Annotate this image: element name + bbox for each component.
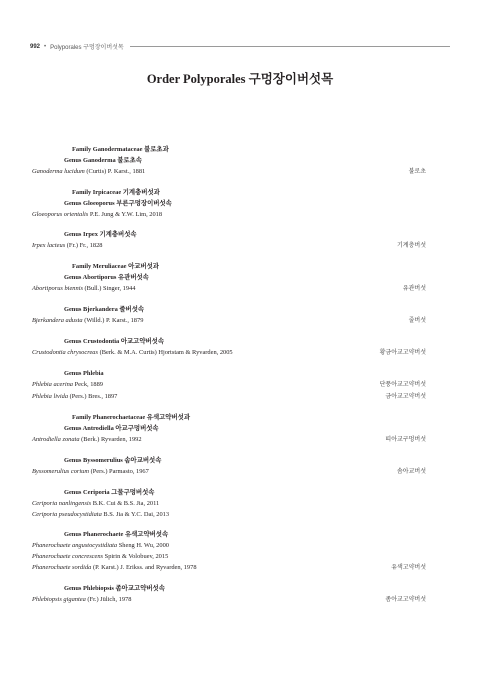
genus-heading: Genus Gloeoporus 부른구멍장이버섯속: [64, 200, 172, 207]
taxon-block: [32, 187, 426, 220]
species-citation: [32, 379, 103, 390]
genus-heading: Genus Ganoderma 불로초속: [64, 157, 142, 164]
species-authority: Sheng H. Wu, 2000: [117, 542, 169, 549]
species-row: [32, 466, 426, 478]
genus-heading: Genus Irpex 기계충버섯속: [64, 231, 137, 238]
family-heading: Family Irpicaceae 기계충버섯과: [72, 189, 160, 196]
species-korean-name: 유색고약버섯: [391, 565, 426, 571]
species-scientific-name: Ceriporia pseudocystidiata: [32, 511, 102, 518]
page-number: 992: [30, 43, 41, 50]
species-scientific-name: Phlebia livida: [32, 393, 69, 400]
genus-heading: Genus Phlebia: [64, 370, 104, 377]
genus-heading: Genus Antrodiella 아교구멍버섯속: [64, 425, 159, 432]
genus-heading: Genus Crustodontia 아교고약버섯속: [64, 338, 165, 345]
species-citation: [32, 209, 162, 220]
species-authority: (P. Karst.) J. Erikss. and Ryvarden, 1978: [91, 564, 197, 571]
species-scientific-name: Byssomerulius corium: [32, 468, 89, 475]
taxon-block: [32, 229, 426, 252]
taxon-block: [32, 144, 426, 178]
species-scientific-name: Crustodontia chrysocreas: [32, 349, 98, 356]
species-scientific-name: Irpex lacteus: [32, 242, 66, 249]
species-row: [32, 379, 426, 391]
species-scientific-name: Phlebia acerina: [32, 381, 73, 388]
species-citation: [32, 315, 143, 326]
species-korean-name: 좀아교고약버섯: [385, 597, 426, 603]
species-authority: (Pers.) Parmasto, 1967: [88, 468, 149, 475]
species-authority: Spirin & Volobuev, 2015: [103, 553, 169, 560]
species-row: [32, 540, 426, 551]
species-row: [32, 562, 426, 574]
species-row: [32, 391, 426, 403]
species-citation: [32, 466, 149, 477]
species-authority: (Willd.) P. Karst., 1879: [82, 317, 144, 324]
species-row: [32, 498, 426, 509]
species-korean-name: 줄버섯: [408, 318, 426, 324]
species-scientific-name: Phanerochaete sordida: [32, 564, 92, 571]
species-korean-name: 금아교고약버섯: [385, 394, 426, 400]
taxon-block: [32, 412, 426, 446]
page-title: Order Polyporales 구멍장이버섯목: [146, 72, 334, 86]
species-authority: (Pers.) Bres., 1897: [68, 393, 118, 400]
species-korean-name: 단풍아교고약버섯: [379, 382, 426, 388]
species-korean-name: 불로초: [408, 169, 426, 175]
species-citation: [32, 166, 145, 177]
species-authority: B.K. Cui & B.S. Jia, 2011: [91, 500, 160, 507]
running-title: Polyporales 구멍장이버섯목: [50, 45, 124, 51]
species-citation: [32, 509, 169, 520]
species-korean-name: 띠아교구멍버섯: [385, 437, 426, 443]
species-scientific-name: Ganoderma lucidum: [32, 168, 85, 175]
species-row: [32, 315, 426, 327]
species-citation: [32, 498, 159, 509]
running-header: [30, 42, 450, 51]
taxon-block: [32, 261, 426, 295]
taxon-list: [32, 144, 426, 615]
species-korean-name: 솜아교버섯: [397, 469, 426, 475]
taxon-block: [32, 336, 426, 359]
taxon-block: [32, 583, 426, 606]
family-heading: Family Ganodermataceae 불로초과: [72, 146, 169, 153]
species-korean-name: 유관버섯: [402, 286, 426, 292]
species-row: [32, 594, 426, 606]
species-scientific-name: Ceriporia nanlingensis: [32, 500, 92, 507]
species-authority: (Bull.) Singer, 1944: [82, 285, 136, 292]
taxon-block: [32, 487, 426, 520]
species-authority: (Berk.) Ryvarden, 1992: [79, 436, 142, 443]
genus-heading: Genus Ceriporia 그물구멍버섯속: [64, 489, 155, 496]
species-citation: [32, 551, 168, 562]
genus-heading: Genus Abortiporus 유관버섯속: [64, 274, 149, 281]
species-authority: (Curtis) P. Karst., 1881: [84, 168, 146, 175]
taxon-block: [32, 304, 426, 327]
species-scientific-name: Gloeoporus orientalis: [32, 211, 89, 218]
species-authority: (Fr.) Jülich, 1978: [85, 596, 132, 603]
species-row: [32, 509, 426, 520]
genus-heading: Genus Phlebiopsis 좀아교고약버섯속: [64, 585, 165, 592]
genus-heading: Genus Byssomerulius 솜아교버섯속: [64, 457, 162, 464]
species-row: [32, 551, 426, 562]
species-scientific-name: Phanerochaete concrescens: [32, 553, 104, 560]
species-scientific-name: Antrodiella zonata: [32, 436, 80, 443]
species-scientific-name: Phlebiopsis gigantea: [32, 596, 86, 603]
species-row: [32, 283, 426, 295]
genus-heading: Genus Bjerkandera 줄버섯속: [64, 306, 145, 313]
species-citation: [32, 562, 197, 573]
species-authority: P.E. Jung & Y.W. Lim, 2018: [88, 211, 163, 218]
taxon-block: [32, 455, 426, 478]
species-row: [32, 434, 426, 446]
species-scientific-name: Bjerkandera adusta: [32, 317, 83, 324]
species-citation: [32, 347, 233, 358]
species-citation: [32, 240, 102, 251]
taxon-block: [32, 529, 426, 574]
species-citation: [32, 283, 135, 294]
species-korean-name: 황금아교고약버섯: [379, 350, 426, 356]
species-row: [32, 347, 426, 359]
species-authority: B.S. Jia & Y.C. Dai, 2013: [101, 511, 170, 518]
species-scientific-name: Abortiporus biennis: [32, 285, 83, 292]
species-scientific-name: Phanerochaete angustocystidiata: [32, 542, 118, 549]
header-rule: [130, 46, 450, 47]
species-row: [32, 209, 426, 220]
species-row: [32, 240, 426, 252]
species-citation: [32, 594, 131, 605]
species-authority: Peck, 1889: [73, 381, 103, 388]
species-citation: [32, 434, 142, 445]
taxon-block: [32, 368, 426, 403]
species-citation: [32, 540, 169, 551]
header-bullet: •: [44, 43, 47, 50]
family-heading: Family Phanerochaetaceae 유색고약버섯과: [72, 414, 190, 421]
species-authority: (Berk. & M.A. Curtis) Hjortstam & Ryvarden, 2005: [97, 349, 233, 356]
species-row: [32, 166, 426, 178]
species-korean-name: 기계충버섯: [397, 243, 426, 249]
species-citation: [32, 391, 117, 402]
family-heading: Family Meruliaceae 아교버섯과: [72, 263, 159, 270]
species-authority: (Fr.) Fr., 1828: [65, 242, 103, 249]
genus-heading: Genus Phanerochaete 유색고약버섯속: [64, 531, 169, 538]
